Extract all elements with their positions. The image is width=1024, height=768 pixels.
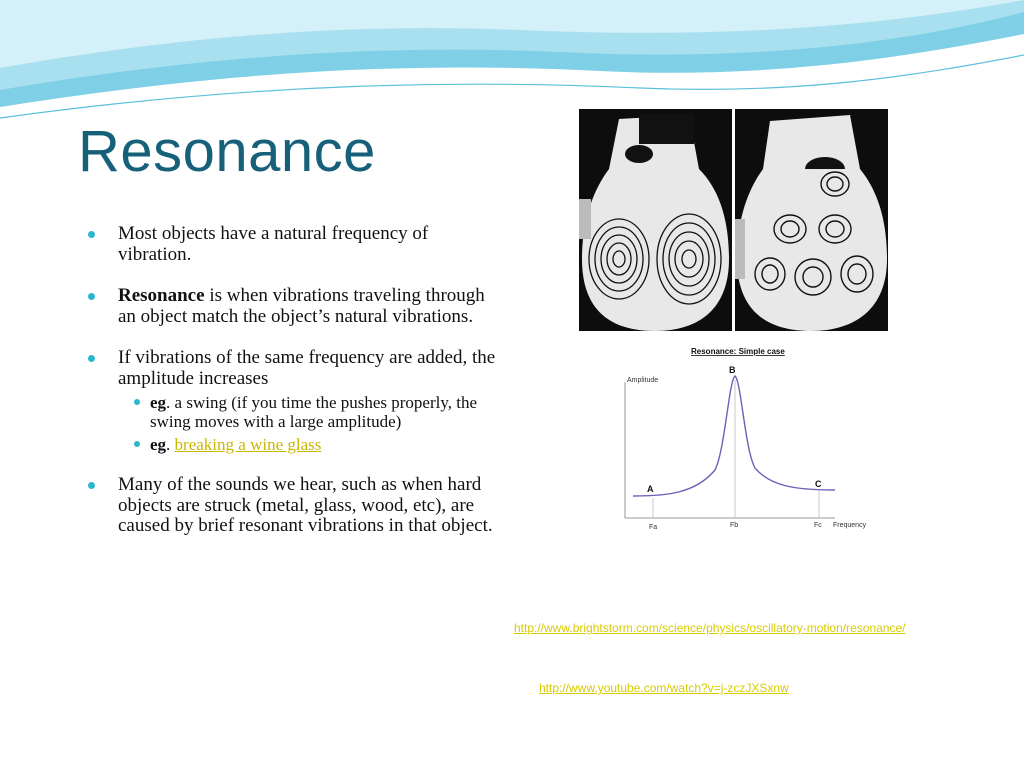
resonance-curve — [633, 376, 835, 496]
bullet-item — [88, 348, 498, 454]
youtube-link[interactable]: http://www.youtube.com/watch?v=j-zczJXSxnw — [539, 681, 789, 695]
bullet-text: is when vibrations traveling through an object match the object’s natural vibrations. — [118, 285, 485, 327]
y-axis-label: Amplitude — [627, 377, 659, 384]
tick-label-fb: Fb — [730, 522, 739, 529]
bullet-item — [88, 286, 498, 327]
chart-title: Resonance: Simple case — [691, 347, 785, 356]
bullet-item — [88, 475, 498, 537]
point-label-c: C — [815, 479, 822, 489]
bullet-text: Many of the sounds we hear, such as when hard objects are struck (metal, glass, wood, etc), are caused by brief resonant vibrations in that object. — [118, 474, 493, 536]
point-label-a: A — [647, 484, 654, 494]
guitar-vibration-photo-right — [735, 109, 888, 331]
tick-label-fa: Fa — [649, 524, 658, 531]
sub-bullet-bold: eg — [150, 393, 167, 412]
bullet-text: Most objects have a natural frequency of vibration. — [118, 223, 429, 265]
resonance-chart — [595, 340, 889, 554]
slide-title: Resonance — [78, 119, 376, 184]
sub-bullet-text: . a swing (if you time the pushes properly, the swing moves with a large amplitude) — [150, 393, 478, 431]
bullet-list — [88, 224, 498, 558]
tick-label-fc: Fc — [814, 522, 822, 529]
bullet-item — [88, 224, 498, 265]
bullet-bold-term: Resonance — [118, 285, 205, 306]
point-label-b: B — [729, 365, 736, 375]
brightstorm-link[interactable]: http://www.brightstorm.com/science/physics/oscillatory-motion/resonance/ — [514, 621, 906, 635]
sub-bullet-list — [118, 393, 498, 454]
sub-bullet-item — [118, 435, 498, 454]
sub-bullet-item — [118, 393, 498, 431]
wine-glass-link[interactable]: breaking a wine glass — [174, 435, 322, 454]
bullet-text: If vibrations of the same frequency are added, the amplitude increases — [118, 347, 496, 389]
x-axis-label: Frequency — [833, 522, 867, 529]
sub-bullet-text: . — [166, 435, 175, 454]
sub-bullet-bold: eg — [150, 435, 167, 454]
guitar-vibration-photo-left — [579, 109, 732, 331]
